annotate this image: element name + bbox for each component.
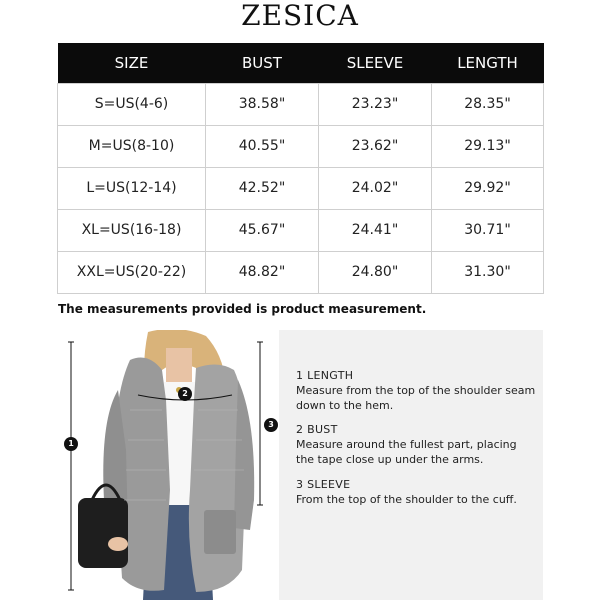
cell-length: 30.71" [432,209,544,251]
header-bust: BUST [206,43,319,83]
cell-sleeve: 24.80" [319,251,432,293]
header-length: LENGTH [432,43,544,83]
cell-sleeve: 23.23" [319,83,432,125]
cell-size: M=US(8-10) [58,125,206,167]
cell-sleeve: 24.41" [319,209,432,251]
cell-length: 29.92" [432,167,544,209]
marker-bust: 2 [178,387,192,401]
cell-bust: 45.67" [206,209,319,251]
cell-length: 29.13" [432,125,544,167]
cell-size: XL=US(16-18) [58,209,206,251]
cell-bust: 42.52" [206,167,319,209]
guide-item-description: Measure around the fullest part, placing the tape close up under the arms. [296,438,517,466]
cell-length: 31.30" [432,251,544,293]
guide-item-title: 3 SLEEVE [296,478,351,491]
marker-sleeve: 3 [264,418,278,432]
marker-length: 1 [64,437,78,451]
guide-item-length [296,368,536,413]
guide-item-title: 1 LENGTH [296,369,354,382]
cell-size: XXL=US(20-22) [58,251,206,293]
header-size: SIZE [58,43,206,83]
cell-bust: 40.55" [206,125,319,167]
guide-item-description: Measure from the top of the shoulder seam down to the hem. [296,384,536,412]
cell-size: L=US(12-14) [58,167,206,209]
cell-sleeve: 23.62" [319,125,432,167]
guide-item-sleeve [296,477,536,507]
guide-item-title: 2 BUST [296,423,338,436]
measurement-guide-panel [279,330,543,600]
cell-sleeve: 24.02" [319,167,432,209]
cell-length: 28.35" [432,83,544,125]
header-sleeve: SLEEVE [319,43,432,83]
cell-bust: 38.58" [206,83,319,125]
brand-logo: ZESICA [241,0,359,32]
cell-size: S=US(4-6) [58,83,206,125]
measurement-note: The measurements provided is product measurement. [58,302,427,316]
guide-item-description: From the top of the shoulder to the cuff. [296,493,517,506]
cell-bust: 48.82" [206,251,319,293]
guide-item-bust [296,422,536,467]
